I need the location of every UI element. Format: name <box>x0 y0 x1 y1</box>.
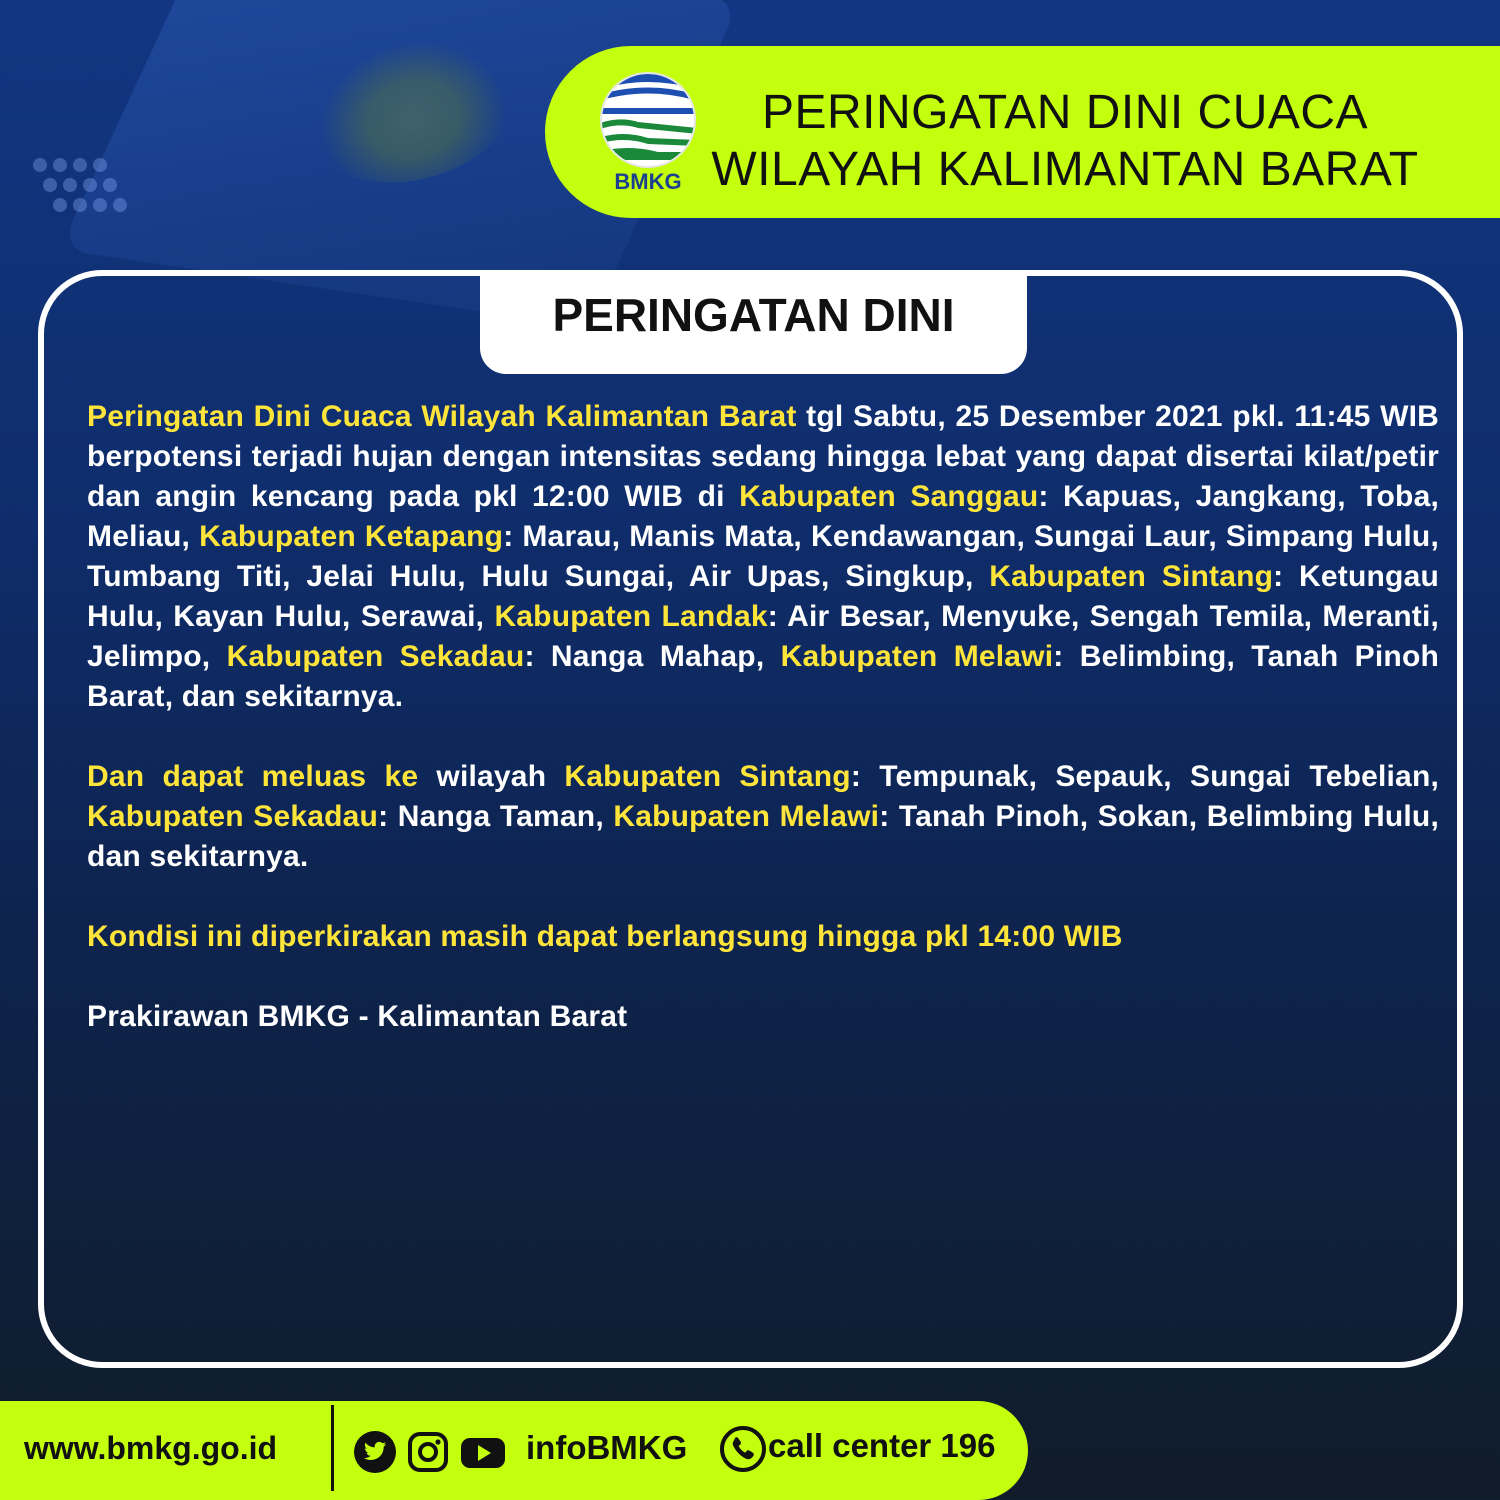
logo-text: BMKG <box>614 169 682 194</box>
body-text: : Nanga Taman, <box>378 800 614 833</box>
body-text: wilayah <box>418 760 565 793</box>
body-text: : Air Besar, Menyuke, Sengah Temila, Meranti, Jelimpo, <box>87 600 1440 673</box>
highlighted-text: Kabupaten Melawi <box>780 640 1054 673</box>
page-title <box>700 84 1430 198</box>
social-handle[interactable]: infoBMKG <box>526 1429 688 1466</box>
highlighted-text: Kabupaten Sekadau <box>87 800 379 833</box>
highlighted-text: Peringatan Dini Cuaca Wilayah Kalimantan Barat <box>87 400 797 433</box>
card-tab-title: PERINGATAN DINI <box>552 289 955 341</box>
youtube-icon[interactable] <box>459 1430 507 1474</box>
body-text: : Tanah Pinoh, Sokan, Belimbing Hulu, dan sekitarnya. <box>87 800 1439 873</box>
background-dots-decoration <box>20 150 150 220</box>
highlighted-text: Kabupaten Landak <box>494 600 768 633</box>
warning-paragraph-main <box>87 397 1439 717</box>
website-link[interactable]: www.bmkg.go.id <box>24 1430 278 1466</box>
phone-icon <box>720 1426 766 1472</box>
highlighted-text: Kabupaten Sekadau <box>226 640 525 673</box>
instagram-icon[interactable] <box>406 1430 450 1474</box>
title-line-2: WILAYAH KALIMANTAN BARAT <box>711 143 1419 196</box>
highlighted-text: Dan dapat meluas ke <box>87 760 419 793</box>
highlighted-text: Kabupaten Ketapang <box>199 520 504 553</box>
highlighted-text: Kabupaten Sintang <box>564 760 851 793</box>
call-center-text[interactable]: call center 196 <box>768 1427 996 1464</box>
body-text: : Tempunak, Sepauk, Sungai Tebelian, <box>850 760 1440 793</box>
body-text: tgl Sabtu, 25 Desember 2021 pkl. 11:45 WIB berpotensi terjadi hujan dengan intensitas sedang hingga lebat yang dapat disertai kilat/petir dan angin kencang pada pkl 12:00 WIB di <box>87 400 1439 513</box>
footer-divider <box>331 1405 334 1491</box>
highlighted-text: Kabupaten Sintang <box>989 560 1274 593</box>
highlighted-text: Kabupaten Sanggau <box>739 480 1039 513</box>
highlighted-text: Kabupaten Melawi <box>613 800 880 833</box>
body-text: : Belimbing, Tanah Pinoh Barat, dan sekitarnya. <box>87 640 1439 713</box>
body-text: : Marau, Manis Mata, Kendawangan, Sungai Laur, Simpang Hulu, Tumbang Titi, Jelai Hulu, Hulu Sungai, Air Upas, Singkup, <box>87 520 1439 593</box>
body-text: : Kapuas, Jangkang, Toba, Meliau, <box>87 480 1439 553</box>
twitter-icon[interactable] <box>353 1430 397 1474</box>
warning-paragraph-spread <box>87 757 1439 877</box>
body-text: : Nanga Mahap, <box>524 640 781 673</box>
body-text: : Ketungau Hulu, Kayan Hulu, Serawai, <box>87 560 1439 633</box>
condition-note: Kondisi ini diperkirakan masih dapat berlangsung hingga pkl 14:00 WIB <box>87 920 1123 953</box>
forecaster-signature: Prakirawan BMKG - Kalimantan Barat <box>87 1000 628 1033</box>
warning-content <box>87 397 1439 1037</box>
title-line-1: PERINGATAN DINI CUACA <box>761 86 1369 139</box>
bmkg-logo <box>598 70 698 195</box>
